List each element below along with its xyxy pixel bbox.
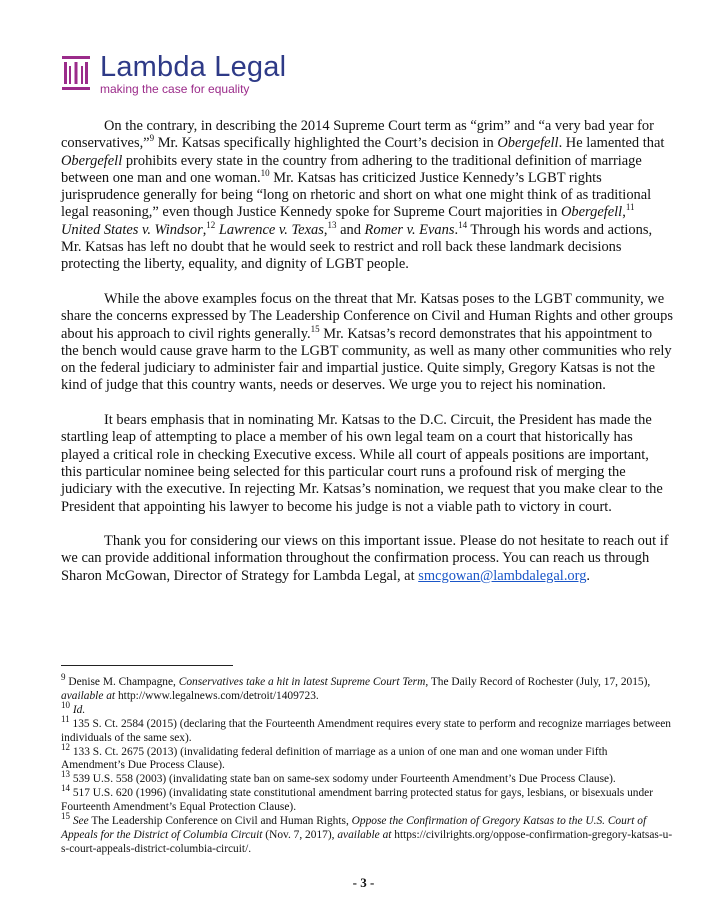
footnote-divider [61, 665, 233, 666]
footnote-ref-13: 13 [327, 219, 337, 230]
footnote-ref-15: 15 [310, 323, 320, 334]
footnote-ref-14: 14 [458, 219, 468, 230]
lambda-columns-icon [62, 56, 90, 90]
paragraph-4: Thank you for considering our views on this important issue. Please do not hesitate to reach out if we can provide additional information throughout the confirmation process. You can reach us through Sharon McGowan, Director of Strategy for Lambda Legal, at smcgowan@lambdalegal.org. [61, 533, 669, 584]
footnote-15: $^{15}$ See The Leadership Conference on Civil and Human Rights, Oppose the Confirmation of Gregory Katsas to the U.S. Court of Appeals for the District of Columbia Circuit (Nov. 7, 2017), available at https://civilrights.org/oppose-confirmation-gregory-katsas-u-s-court-appeals-district-columbia-circuit/. [61, 811, 673, 855]
logo-tagline: making the case for equality [100, 82, 250, 96]
paragraph-3: It bears emphasis that in nominating Mr. Katsas to the D.C. Circuit, the President has made the startling leap of attempting to place a member of his own legal team on a court that historically has played a critical role in checking Executive excess. While all court of appeals positions are important, this particular nominee being selected for this particular court runs a profound risk of merging the judiciary with the executive. In rejecting Mr. Katsas’s nomination, we request that you make clear to the President that appointing his lawyer to become his judge is not a viable path to victory in court. [61, 412, 663, 515]
footnote-12: $^{12}$ 133 S. Ct. 2675 (2013) (invalidating federal definition of marriage as a union of one man and one woman under Fifth Amendment’s Due Process Clause). [61, 741, 608, 772]
footnote-10: $^{10}$ Id. [61, 700, 86, 716]
footnote-14: $^{14}$ 517 U.S. 620 (1996) (invalidating state constitutional amendment barring protected status for gays, lesbians, or bisexuals under Fourteenth Amendment’s Equal Protection Clause). [61, 783, 654, 814]
paragraph-1: On the contrary, in describing the 2014 Supreme Court term as “grim” and “a very bad year for conservatives,”$^9$ Mr. Katsas specifically highlighted the Court’s decision in Obergefell. He lamented that Obergefell prohibits every state in the country from adhering to the traditional definition of marriage between one man and one woman.$^{10}$ Mr. Katsas has criticized Justice Kennedy’s LGBT rights jurisprudence generally for being “long on rhetoric and short on what one might think of as traditional legal reasoning,” even though Justice Kennedy spoke for Supreme Court majorities in Obergefell,$^{11}$ United States v. Windsor,$^{12}$ Lawrence v. Texas,$^{13}$ and Romer v. Evans.$^{14}$ Through his words and actions, Mr. Katsas has left no doubt that he would seek to restrict and roll back these landmark decisions protecting the liberty, equality, and dignity of LGBT people. [61, 118, 665, 273]
letter-body [61, 118, 673, 602]
paragraph-2: While the above examples focus on the threat that Mr. Katsas poses to the LGBT community, we share the concerns expressed by The Leadership Conference on Civil and Human Rights and other groups about his approach to civil rights generally.$^{15}$ Mr. Katsas’s record demonstrates that his appointment to the bench would cause grave harm to the LGBT community, as well as many other communities who rely on the federal judiciary to administer fair and impartial justice. Quite simply, Gregory Katsas is not the kind of judge that this country wants, needs or deserves. We urge you to reject his nomination. [61, 290, 673, 394]
footnote-9: $^9$ Denise M. Champagne, Conservatives take a hit in latest Supreme Court Term, The Daily Record of Rochester (July, 17, 2015), available at http://www.legalnews.com/detroit/1409723. [61, 672, 651, 702]
footnote-ref-10: 10 [260, 168, 270, 179]
logo-name: Lambda Legal [100, 51, 287, 83]
email-link[interactable]: smcgowan@lambdalegal.org [418, 567, 587, 584]
footnote-13: $^{13}$ 539 U.S. 558 (2003) (invalidating state ban on same-sex sodomy under Fourteenth Amendment’s Due Process Clause). [61, 769, 616, 786]
footnote-11: $^{11}$ 135 S. Ct. 2584 (2015) (declaring that the Fourteenth Amendment requires every state to perform and recognize marriages between individuals of the same sex). [61, 713, 671, 744]
footnote-ref-9: 9 [149, 133, 155, 144]
page-number: - 3 - [352, 875, 375, 890]
footnote-ref-11: 11 [625, 202, 635, 213]
lambda-legal-logo [58, 51, 318, 96]
footnotes [61, 672, 673, 857]
footnote-ref-12: 12 [206, 219, 216, 230]
